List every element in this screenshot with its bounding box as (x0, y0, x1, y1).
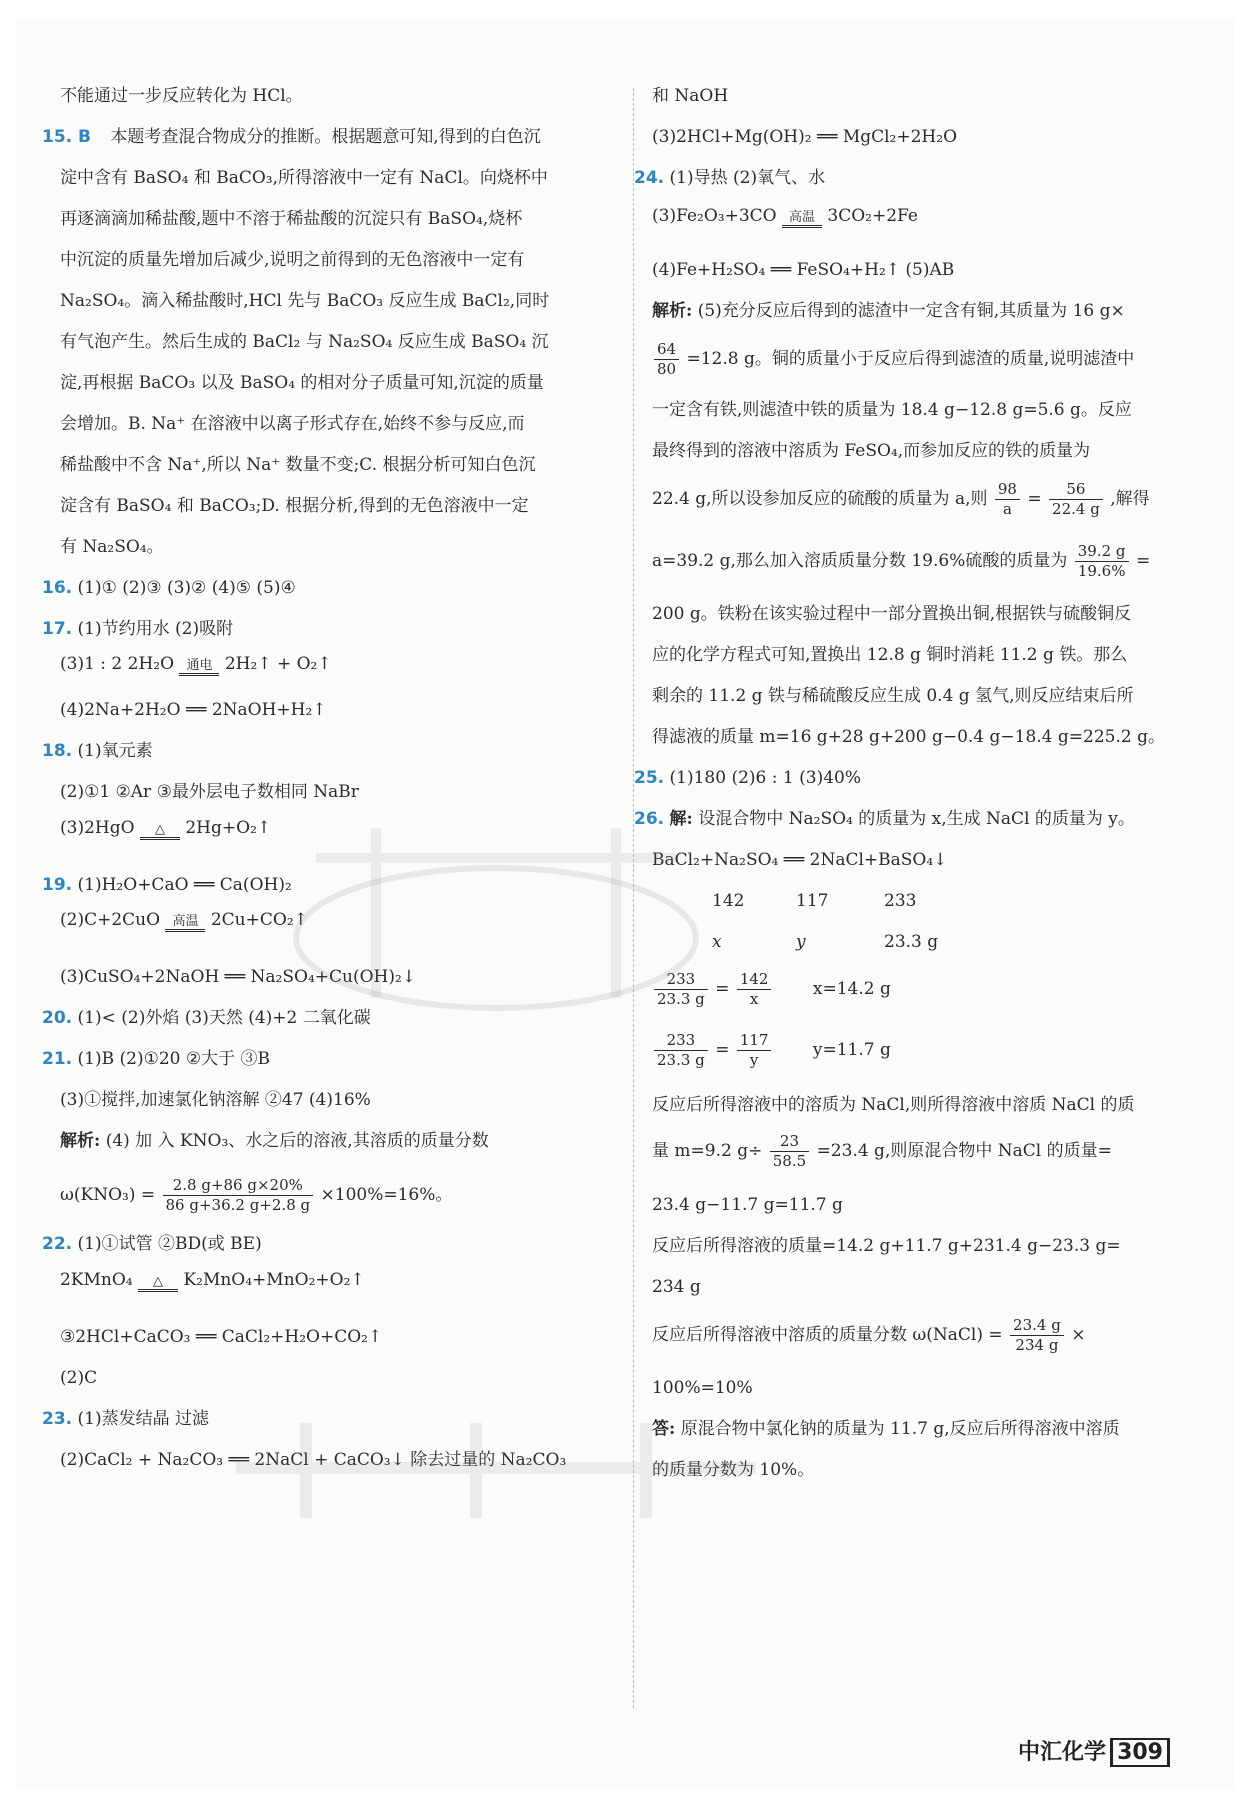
equation-right: K₂MnO₄+MnO₂+O₂↑ (183, 1270, 365, 1290)
equation-line (652, 204, 918, 228)
analysis-label: 解析: (652, 301, 693, 321)
text-line: 原混合物中氯化钠的质量为 11.7 g,反应后所得溶液中溶质 (680, 1419, 1120, 1439)
text-line: (3)①搅拌,加速氯化钠溶解 ②47 (4)16% (60, 1090, 371, 1110)
numerator: 98 (995, 480, 1020, 500)
text-line: 有 Na₂SO₄。 (60, 537, 164, 557)
denominator: 23.3 g (657, 1051, 705, 1069)
equation-left: (3)Fe₂O₃+3CO (652, 206, 777, 226)
equation-line: (4)Fe+H₂SO₄ ══ FeSO₄+H₂↑ (5)AB (652, 260, 955, 280)
question-22 (42, 1232, 262, 1256)
denominator: 58.5 (772, 1152, 807, 1170)
text-line: 稀盐酸中不含 Na⁺,所以 Na⁺ 数量不变;C. 根据分析可知白色沉 (60, 455, 536, 475)
text-line: 淀中含有 BaSO₄ 和 BaCO₃,所得溶液中一定有 NaCl。向烧杯中 (60, 168, 548, 188)
text-line: 100%=10% (652, 1378, 753, 1398)
reaction-condition: 高温 (782, 211, 822, 228)
text-line: (1)① (2)③ (3)② (4)⑤ (5)④ (77, 578, 296, 598)
reaction-sign (138, 1275, 178, 1292)
formula-line (652, 1316, 1085, 1355)
variable: y (796, 932, 806, 952)
equation-left: (3)1 : 2 2H₂O (60, 654, 175, 674)
question-24 (634, 166, 825, 190)
denominator: 234 g (1015, 1336, 1059, 1354)
question-21 (42, 1047, 270, 1071)
fraction (163, 1176, 314, 1215)
text-line: 22.4 g,所以设参加反应的硫酸的质量为 a,则 (652, 489, 988, 509)
equation-line: BaCl₂+Na₂SO₄ ══ 2NaCl+BaSO₄↓ (652, 850, 948, 870)
denominator: 22.4 g (1052, 500, 1100, 518)
text-line: =12.8 g。铜的质量小于反应后得到滤渣的质量,说明滤渣中 (686, 349, 1135, 369)
text-line: (5)充分反应后得到的滤渣中一定含有铜,其质量为 16 g× (697, 301, 1125, 321)
fraction (1049, 480, 1103, 519)
question-16 (42, 576, 296, 600)
question-15 (42, 125, 541, 149)
equation-line: (4)2Na+2H₂O ══ 2NaOH+H₂↑ (60, 700, 327, 720)
page-footer (1018, 1735, 1170, 1766)
text-line: =23.4 g,则原混合物中 NaCl 的质量= (816, 1141, 1112, 1161)
equation-line (60, 1268, 365, 1292)
answer-label: 答: (652, 1419, 676, 1439)
formula-line: a=39.2 g,那么加入溶质质量分数 19.6%硫酸的质量为 $\frac{39.2 g}{19.6\%}$ = (652, 542, 1151, 580)
text-line: 本题考查混合物成分的推断。根据题意可知,得到的白色沉 (110, 127, 541, 147)
proportion-line: $\frac{233}{23.3 g}$ = $\frac{142}{x}$ x=14.2 g (652, 970, 891, 1009)
equation-line: (1)H₂O+CaO ══ Ca(OH)₂ (77, 875, 292, 895)
equation-right: 2Cu+CO₂↑ (210, 910, 308, 930)
text-line: (1)导热 (2)氧气、水 (669, 168, 826, 188)
equation-line: (3)2HCl+Mg(OH)₂ ══ MgCl₂+2H₂O (652, 127, 958, 147)
question-number: 17. (42, 619, 73, 639)
question-18 (42, 739, 153, 763)
numerator: 56 (1049, 480, 1103, 500)
text-line: 有气泡产生。然后生成的 BaCl₂ 与 Na₂SO₄ 反应生成 BaSO₄ 沉 (60, 332, 549, 352)
watermark-logo-icon (256, 798, 736, 1058)
reaction-sign (179, 659, 219, 676)
denominator: 23.3 g (657, 990, 705, 1008)
text-line: 剩余的 11.2 g 铁与稀硫酸反应生成 0.4 g 氢气,则反应结束后所 (652, 686, 1134, 706)
text-line: (1)< (2)外焰 (3)天然 (4)+2 二氧化碳 (77, 1008, 371, 1028)
text-line: 234 g (652, 1277, 701, 1297)
numerator: 23.4 g (1010, 1316, 1064, 1336)
text-line: a=39.2 g,那么加入溶质质量分数 19.6%硫酸的质量为 (652, 551, 1068, 571)
text-line: (1)180 (2)6 : 1 (3)40% (669, 768, 861, 788)
text-line: (1)B (2)①20 ②大于 ③B (77, 1049, 271, 1069)
numerator: 142 (737, 970, 772, 990)
denominator: 86 g+36.2 g+2.8 g (165, 1196, 311, 1214)
question-number: 21. (42, 1049, 73, 1069)
formula-left: ω(KNO₃) = (60, 1185, 156, 1205)
equation-line: (2)CaCl₂ + Na₂CO₃ ══ 2NaCl + CaCO₃↓ 除去过量的 Na₂CO₃ (60, 1450, 567, 1470)
question-number: 24. (634, 168, 665, 188)
text-line: ,解得 (1110, 489, 1150, 509)
numerator: 117 (737, 1031, 772, 1051)
text-line: (1)蒸发结晶 过滤 (77, 1409, 210, 1429)
analysis-label: 解析: (60, 1131, 101, 1151)
formula-line (652, 340, 1134, 379)
text-line: 淀含有 BaSO₄ 和 BaCO₃;D. 根据分析,得到的无色溶液中一定 (60, 496, 529, 516)
equation-left: (3)2HgO (60, 818, 135, 838)
numerator: 2.8 g+86 g×20% (163, 1176, 314, 1196)
question-25 (634, 766, 861, 790)
numerator: 64 (654, 340, 679, 360)
reaction-condition: △ (140, 823, 180, 840)
question-number: 23. (42, 1409, 73, 1429)
text-line: 量 m=9.2 g÷ (652, 1141, 763, 1161)
text-line: Na₂SO₄。滴入稀盐酸时,HCl 先与 BaCO₃ 反应生成 BaCl₂,同时 (60, 291, 550, 311)
numerator: 39.2 g (1075, 542, 1129, 562)
reaction-condition: 高温 (165, 915, 205, 932)
fraction (737, 970, 772, 1009)
analysis-line (60, 1129, 489, 1153)
text-line: 淀,再根据 BaCO₃ 以及 BaSO₄ 的相对分子质量可知,沉淀的质量 (60, 373, 544, 393)
text-line: 设混合物中 Na₂SO₄ 的质量为 x,生成 NaCl 的质量为 y。 (698, 809, 1135, 829)
equation-left: (2)C+2CuO (60, 910, 161, 930)
numerator: 233 (654, 970, 708, 990)
reaction-condition: 通电 (179, 659, 219, 676)
reaction-sign (782, 211, 822, 228)
formula-right: ×100%=16%。 (320, 1185, 453, 1205)
text-line: 反应后所得溶液的质量=14.2 g+11.7 g+231.4 g−23.3 g= (652, 1236, 1121, 1256)
molar-mass: 117 (796, 891, 829, 911)
text-line: 反应后所得溶液中溶质的质量分数 ω(NaCl) = (652, 1325, 1003, 1345)
variable: x (712, 932, 722, 952)
equation-right: 2Hg+O₂↑ (185, 818, 272, 838)
analysis-line (652, 299, 1125, 323)
fraction (654, 340, 679, 379)
equation-right: 3CO₂+2Fe (827, 206, 918, 226)
text-line: 应的化学方程式可知,置换出 12.8 g 铜时消耗 11.2 g 铁。那么 (652, 645, 1128, 665)
question-number: 20. (42, 1008, 73, 1028)
page-number: 309 (1110, 1738, 1170, 1767)
fraction (1075, 542, 1129, 581)
text-line: 最终得到的溶液中溶质为 FeSO₄,而参加反应的铁的质量为 (652, 441, 1091, 461)
question-23 (42, 1407, 209, 1431)
numerator: 23 (770, 1132, 809, 1152)
result: y=11.7 g (812, 1040, 891, 1060)
text-line: 中沉淀的质量先增加后减少,说明之前得到的无色溶液中一定有 (60, 250, 525, 270)
question-number: 15. B (42, 127, 91, 147)
text-line: 的质量分数为 10%。 (652, 1460, 815, 1480)
equation-right: 2H₂↑ + O₂↑ (224, 654, 332, 674)
text-line: 得滤液的质量 m=16 g+28 g+200 g−0.4 g−18.4 g=225.2 g。 (652, 727, 1165, 747)
given-mass: 23.3 g (884, 932, 939, 952)
fraction (1010, 1316, 1064, 1355)
formula-line (60, 1176, 452, 1215)
equation-line: ③2HCl+CaCO₃ ══ CaCl₂+H₂O+CO₂↑ (60, 1327, 383, 1347)
fraction (737, 1031, 772, 1070)
question-17 (42, 617, 233, 641)
denominator: y (749, 1051, 759, 1069)
denominator: 19.6% (1077, 562, 1126, 580)
text-line: (1)氧元素 (77, 741, 153, 761)
book-title: 中汇化学 (1018, 1740, 1107, 1765)
equation-line (60, 652, 332, 676)
fraction (995, 480, 1020, 519)
text-line: 不能通过一步反应转化为 HCl。 (60, 86, 303, 106)
text-line: 反应后所得溶液中的溶质为 NaCl,则所得溶液中溶质 NaCl 的质 (652, 1095, 1135, 1115)
text-line: 再逐滴滴加稀盐酸,题中不溶于稀盐酸的沉淀只有 BaSO₄,烧杯 (60, 209, 523, 229)
text-line: (4) 加 入 KNO₃、水之后的溶液,其溶质的质量分数 (105, 1131, 489, 1151)
question-number: 26. (634, 809, 665, 829)
reaction-sign (140, 823, 180, 840)
question-number: 19. (42, 875, 73, 895)
watermark-logo-icon (216, 1408, 776, 1528)
question-number: 25. (634, 768, 665, 788)
result: x=14.2 g (812, 979, 891, 999)
answer-page (16, 18, 1234, 1790)
fraction (770, 1132, 809, 1171)
reaction-condition: △ (138, 1275, 178, 1292)
question-number: 16. (42, 578, 73, 598)
question-number: 22. (42, 1234, 73, 1254)
text-line: 200 g。铁粉在该实验过程中一部分置换出铜,根据铁与硫酸铜反 (652, 604, 1132, 624)
text-line: 和 NaOH (652, 86, 729, 106)
formula-line: 22.4 g,所以设参加反应的硫酸的质量为 a,则 $\frac{98}{a}$ = $\frac{56}{22.4 g}$ ,解得 (652, 480, 1150, 518)
text-line: (2)C (60, 1368, 98, 1388)
molar-mass: 233 (884, 891, 917, 911)
solution-label: 解: (669, 809, 693, 829)
formula-line (652, 1132, 1112, 1171)
question-19 (42, 873, 292, 897)
equation-line: (3)CuSO₄+2NaOH ══ Na₂SO₄+Cu(OH)₂↓ (60, 967, 417, 987)
proportion-line: $\frac{233}{23.3 g}$ = $\frac{117}{y}$ y=11.7 g (652, 1031, 891, 1070)
numerator: 233 (654, 1031, 708, 1051)
text-line: 会增加。B. Na⁺ 在溶液中以离子形式存在,始终不参与反应,而 (60, 414, 525, 434)
text-line: (1)节约用水 (2)吸附 (77, 619, 234, 639)
text-line: 一定含有铁,则滤渣中铁的质量为 18.4 g−12.8 g=5.6 g。反应 (652, 400, 1132, 420)
reaction-sign (165, 915, 205, 932)
molar-mass: 142 (712, 891, 745, 911)
question-number: 18. (42, 741, 73, 761)
text-line: 23.4 g−11.7 g=11.7 g (652, 1195, 843, 1215)
denominator: a (1002, 500, 1012, 518)
denominator: 80 (657, 360, 677, 378)
text-line: (2)①1 ②Ar ③最外层电子数相同 NaBr (60, 782, 359, 802)
text-line: × (1071, 1325, 1086, 1345)
denominator: x (749, 990, 759, 1008)
equation-left: 2KMnO₄ (60, 1270, 133, 1290)
equation-line (60, 816, 271, 840)
text-line: (1)①试管 ②BD(或 BE) (77, 1234, 262, 1254)
